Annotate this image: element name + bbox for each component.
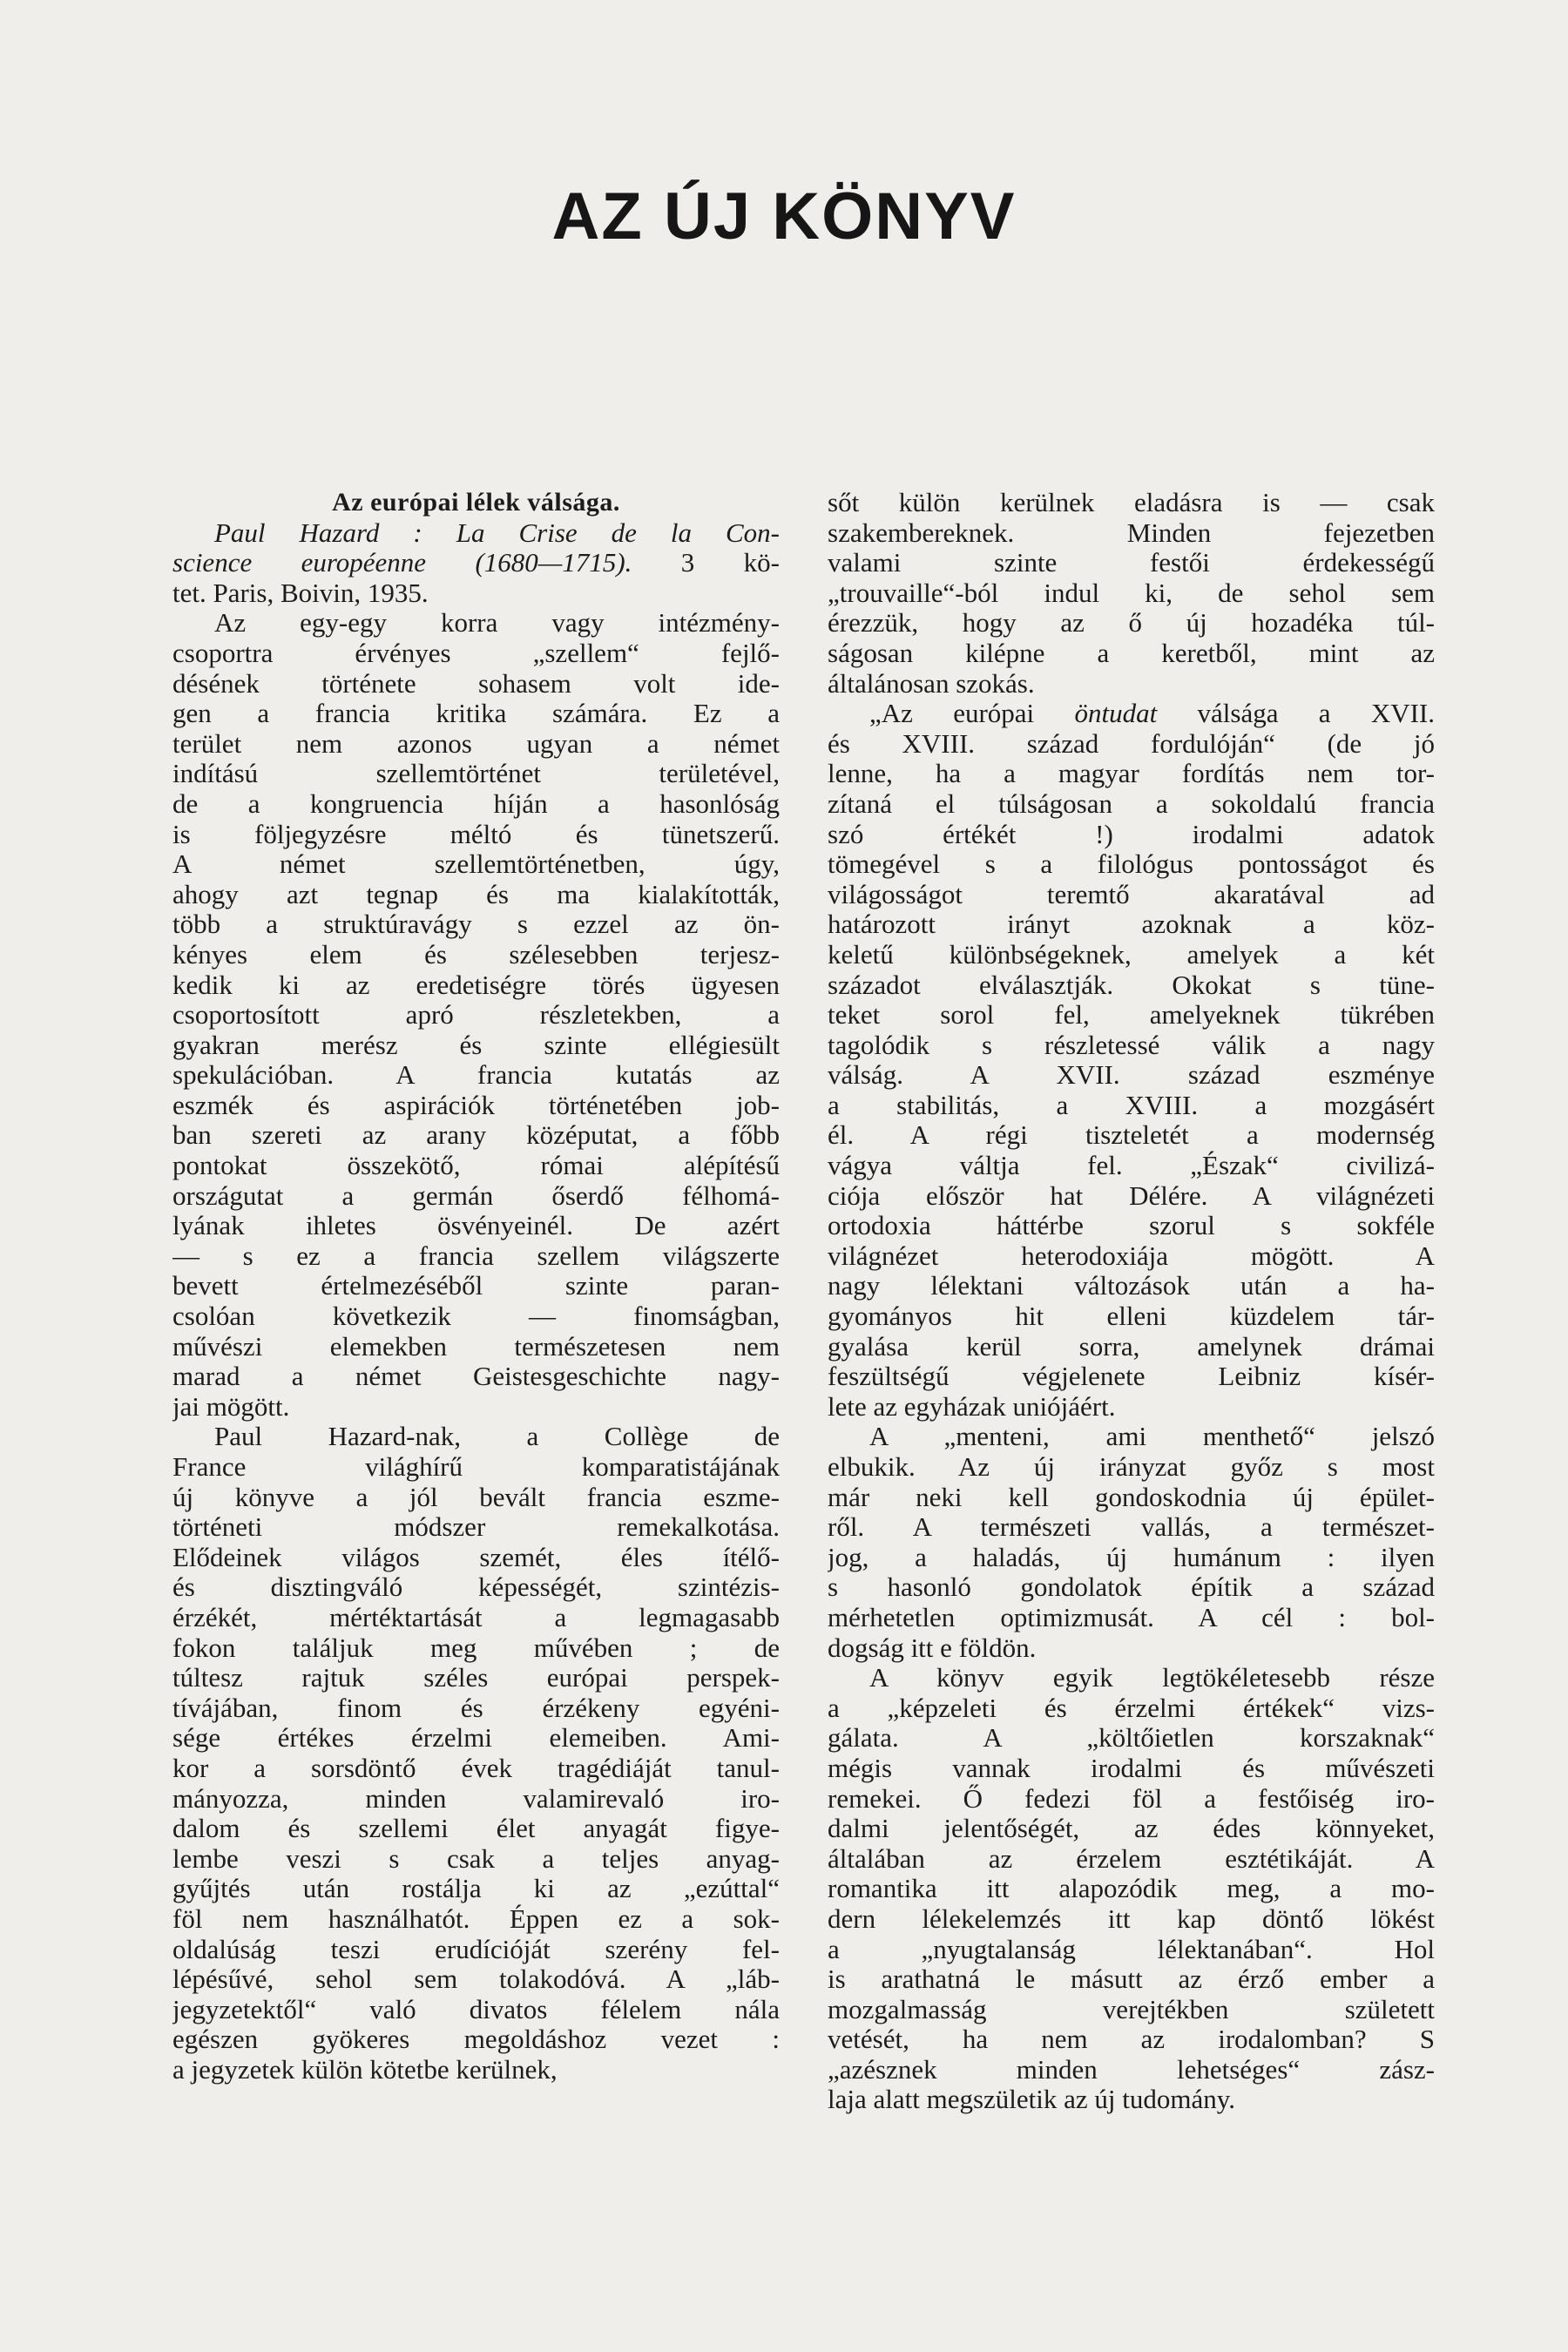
text-line: mégis vannak irodalmi és művészeti xyxy=(828,1753,1435,1783)
text-line: sége értékes érzelmi elemeiben. Ami- xyxy=(172,1723,780,1754)
text-line: általában az érzelem esztétikáját. A xyxy=(828,1843,1435,1874)
text-line: is arathatná le másutt az érző ember a xyxy=(828,1964,1435,1995)
citation-line xyxy=(172,518,780,549)
text-line: A könyv egyik legtökéletesebb része xyxy=(869,1663,1435,1693)
text-line: világosságot teremtő akaratával ad xyxy=(828,879,1435,909)
text-line: határozott irányt azoknak a köz- xyxy=(828,909,1435,940)
text-line: mozgalmasság verejtékben született xyxy=(828,1994,1435,2024)
text-line: gyűjtés után rostálja ki az „ezúttal“ xyxy=(172,1874,780,1904)
text-line: remekei. Ő fedezi föl a festőiség iro- xyxy=(828,1783,1435,1814)
text-line: lembe veszi s csak a teljes anyag- xyxy=(172,1843,780,1874)
text-line: is följegyzésre méltó és tünetszerű. xyxy=(172,819,780,849)
text-line: marad a német Geistesgeschichte nagy- xyxy=(172,1362,780,1392)
text-line: a „képzeleti és érzelmi értékek“ vizs- xyxy=(828,1693,1435,1723)
right-column xyxy=(828,488,1435,2115)
text-line: mányozza, minden valamirevaló iro- xyxy=(172,1783,780,1814)
text-line: désének története sohasem volt ide- xyxy=(172,668,780,699)
text-line: érezzük, hogy az ő új hozadéka túl- xyxy=(828,608,1435,639)
text-line: gen a francia kritika számára. Ez a xyxy=(172,699,780,729)
text-line: keletű különbségeknek, amelyek a két xyxy=(828,939,1435,970)
text-line: „Az európai öntudat válsága a XVII. xyxy=(869,699,1435,729)
text-line: bevett értelmezéséből szinte paran- xyxy=(172,1271,780,1301)
text-line: túltesz rajtuk széles európai perspek- xyxy=(172,1663,780,1693)
text-line: lete az egyházak uniójáért. xyxy=(828,1391,1116,1422)
text-line: nagy lélektani változások után a ha- xyxy=(828,1271,1435,1301)
text-line: már neki kell gondoskodnia új épület- xyxy=(828,1482,1435,1512)
citation-plain: tet. Paris, Boivin, 1935. xyxy=(172,578,429,608)
text-line: ságosan kilépne a keretből, mint az xyxy=(828,638,1435,668)
text-line: indítású szellemtörténet területével, xyxy=(172,759,780,789)
text-line: sőt külön kerülnek eladásra is — csak xyxy=(828,488,1435,517)
text-line: él. A régi tiszteletét a modernség xyxy=(828,1120,1435,1151)
text-line: France világhírű komparatistájának xyxy=(172,1452,780,1482)
text-line: feszültségű végjelenete Leibniz kísér- xyxy=(828,1362,1435,1392)
text-line: ban szereti az arany középutat, a főbb xyxy=(172,1120,780,1151)
right-body-text xyxy=(828,488,1435,2115)
text-line: gálata. A „költőietlen korszaknak“ xyxy=(828,1723,1435,1754)
text-line: a stabilitás, a XVIII. a mozgásért xyxy=(828,1090,1435,1120)
text-line: vágya váltja fel. „Észak“ civilizá- xyxy=(828,1151,1435,1181)
text-line: zítaná el túlságosan a sokoldalú francia xyxy=(828,788,1435,819)
text-line: tívájában, finom és érzékeny egyéni- xyxy=(172,1693,780,1723)
text-line: spekulációban. A francia kutatás az xyxy=(172,1060,780,1091)
text-line: századot elválasztják. Okokat s tüne- xyxy=(828,970,1435,1000)
text-line: általánosan szokás. xyxy=(828,668,1035,699)
text-line: jog, a haladás, új humánum : ilyen xyxy=(828,1542,1435,1572)
text-line: gyományos hit elleni küzdelem tár- xyxy=(828,1301,1435,1332)
text-line: Elődeinek világos szemét, éles ítélő- xyxy=(172,1542,780,1572)
citation-line xyxy=(172,578,780,609)
text-line: lenne, ha a magyar fordítás nem tor- xyxy=(828,759,1435,789)
text-line: a „nyugtalanság lélektanában“. Hol xyxy=(828,1934,1435,1964)
page-title: AZ ÚJ KÖNYV xyxy=(551,179,1017,253)
text-line: új könyve a jól bevált francia eszme- xyxy=(172,1482,780,1512)
text-line: elbukik. Az új irányzat győz s most xyxy=(828,1452,1435,1482)
text-line: „trouvaille“-ból indul ki, de sehol sem xyxy=(828,578,1435,608)
text-line: csoportra érvényes „szellem“ fejlő- xyxy=(172,638,780,668)
text-line: ortodoxia háttérbe szorul s sokféle xyxy=(828,1211,1435,1241)
text-line: mérhetetlen optimizmusát. A cél : bol- xyxy=(828,1602,1435,1632)
text-line: vetését, ha nem az irodalomban? S xyxy=(828,2024,1435,2055)
text-line: jai mögött. xyxy=(172,1391,290,1422)
text-line: és XVIII. század fordulóján“ (de jó xyxy=(828,728,1435,759)
text-line: dern lélekelemzés itt kap döntő lökést xyxy=(828,1903,1435,1934)
text-line: romantika itt alapozódik meg, a mo- xyxy=(828,1874,1435,1904)
text-line: világnézet heterodoxiája mögött. A xyxy=(828,1240,1435,1271)
italic-word: öntudat xyxy=(1074,699,1158,729)
text-line: pontokat összekötő, római alépítésű xyxy=(172,1151,780,1181)
text-line: s hasonló gondolatok építik a század xyxy=(828,1572,1435,1603)
text-line: Az egy-egy korra vagy intézmény- xyxy=(214,608,780,639)
left-column xyxy=(172,488,780,2085)
text-line: csoportosított apró részletekben, a xyxy=(172,1000,780,1031)
text-line: lyának ihletes ösvényeinél. De azért xyxy=(172,1211,780,1241)
text-line: szakembereknek. Minden fejezetben xyxy=(828,517,1435,548)
text-line: kor a sorsdöntő évek tragédiáját tanul- xyxy=(172,1753,780,1783)
text-line: válság. A XVII. század eszménye xyxy=(828,1060,1435,1091)
citation-plain: 3 kö- xyxy=(632,548,780,578)
text-line: szó értékét !) irodalmi adatok xyxy=(828,819,1435,849)
text-line: teket sorol fel, amelyeknek tükrében xyxy=(828,1000,1435,1031)
text-line: ciója először hat Délére. A világnézeti xyxy=(828,1180,1435,1211)
text-line: és disztingváló képességét, szintézis- xyxy=(172,1572,780,1603)
text-line: A német szellemtörténetben, úgy, xyxy=(172,849,780,880)
review-heading: Az európai lélek válsága. xyxy=(332,488,620,517)
text-line: gyalása kerül sorra, amelynek drámai xyxy=(828,1331,1435,1362)
left-body-text xyxy=(172,608,780,2085)
text-line: A „menteni, ami menthető“ jelszó xyxy=(869,1422,1435,1452)
text-line: dalom és szellemi élet anyagát figye- xyxy=(172,1814,780,1844)
text-line: Paul Hazard-nak, a Collège de xyxy=(214,1422,780,1452)
text-line: csolóan következik — finomságban, xyxy=(172,1301,780,1332)
text-line: tagolódik s részletessé válik a nagy xyxy=(828,1030,1435,1060)
text-line: országutat a germán őserdő félhomá- xyxy=(172,1180,780,1211)
citation-italic: Paul Hazard : La Crise de la Con- xyxy=(214,517,780,548)
text-line: érzékét, mértéktartását a legmagasabb xyxy=(172,1602,780,1632)
text-line: kedik ki az eredetiségre törés ügyesen xyxy=(172,970,780,1000)
text-line: valami szinte festői érdekességű xyxy=(828,548,1435,578)
text-line: — s ez a francia szellem világszerte xyxy=(172,1240,780,1271)
text-line: történeti módszer remekalkotása. xyxy=(172,1512,780,1543)
citation-line xyxy=(172,548,780,578)
text-line: jegyzetektől“ való divatos félelem nála xyxy=(172,1994,780,2024)
text-line: egészen gyökeres megoldáshoz vezet : xyxy=(172,2024,780,2055)
text-line: de a kongruencia híján a hasonlóság xyxy=(172,788,780,819)
text-line: ahogy azt tegnap és ma kialakították, xyxy=(172,879,780,909)
text-line: „azésznek minden lehetséges“ zász- xyxy=(828,2054,1435,2085)
text-line: tömegével s a filológus pontosságot és xyxy=(828,849,1435,880)
text-line: ről. A természeti vallás, a természet- xyxy=(828,1512,1435,1543)
text-line: több a struktúravágy s ezzel az ön- xyxy=(172,909,780,940)
text-line: dogság itt e földön. xyxy=(828,1632,1037,1663)
text-line: a jegyzetek külön kötetbe kerülnek, xyxy=(172,2054,558,2085)
text-line: laja alatt megszületik az új tudomány. xyxy=(828,2085,1235,2115)
text-line: eszmék és aspirációk történetében job- xyxy=(172,1090,780,1120)
text-line: fokon találjuk meg művében ; de xyxy=(172,1632,780,1663)
text-line: lépésűvé, sehol sem tolakodóvá. A „láb- xyxy=(172,1964,780,1995)
text-line: dalmi jelentőségét, az édes könnyeket, xyxy=(828,1814,1435,1844)
text-line: oldalúság teszi erudícióját szerény fel- xyxy=(172,1934,780,1964)
citation-italic: science européenne (1680—1715). xyxy=(172,548,632,578)
text-line: terület nem azonos ugyan a német xyxy=(172,728,780,759)
text-line: gyakran merész és szinte ellégiesült xyxy=(172,1030,780,1060)
text-line: művészi elemekben természetesen nem xyxy=(172,1331,780,1362)
text-line: kényes elem és szélesebben terjesz- xyxy=(172,939,780,970)
text-line: föl nem használhatót. Éppen ez a sok- xyxy=(172,1903,780,1934)
